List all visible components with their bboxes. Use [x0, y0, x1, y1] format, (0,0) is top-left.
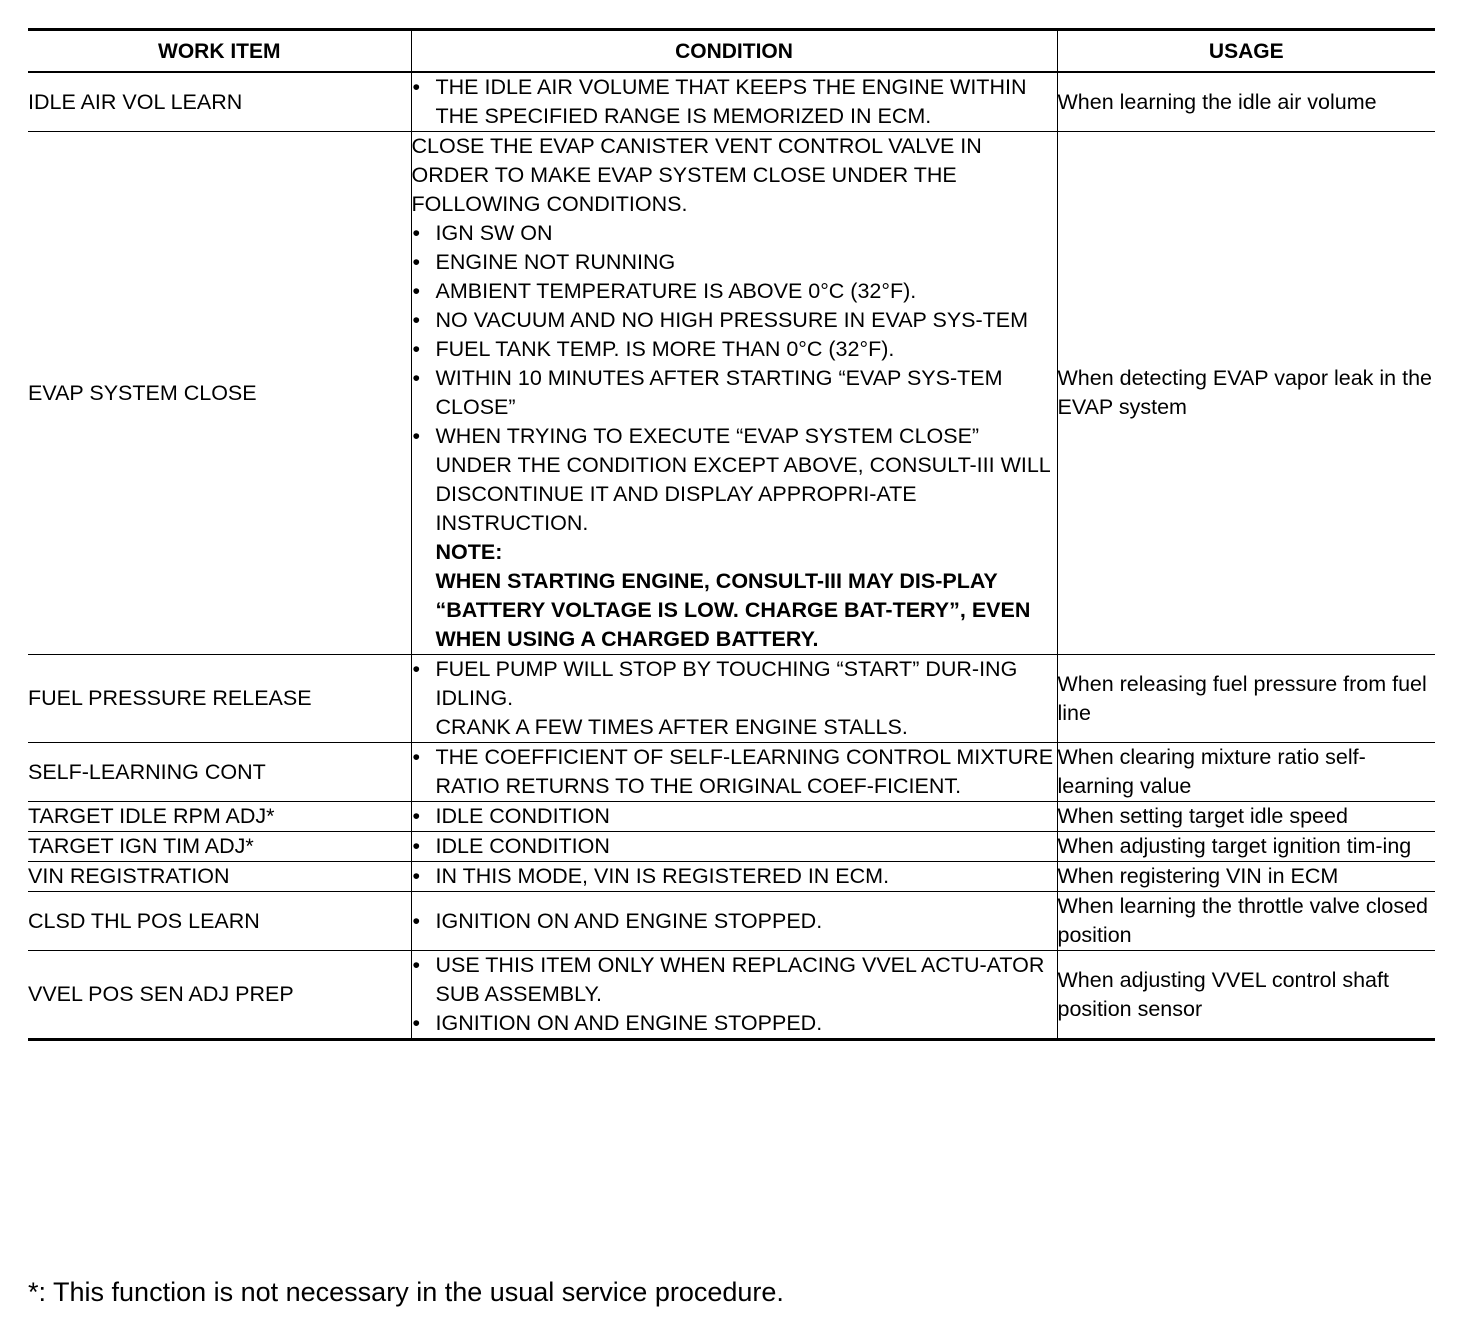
header-row: [28, 30, 1435, 73]
table-row: [28, 892, 1435, 951]
condition-list: [412, 907, 1057, 936]
condition-bullet: [412, 802, 1057, 831]
work-item-cell: SELF-LEARNING CONT: [28, 743, 411, 802]
condition-bullet: [412, 422, 1057, 654]
condition-list: [412, 951, 1057, 1038]
table-row: [28, 951, 1435, 1040]
condition-text: IDLE CONDITION: [435, 804, 610, 828]
note-label: NOTE:: [435, 540, 503, 564]
condition-cell: [411, 132, 1057, 655]
usage-cell: When detecting EVAP vapor leak in the EVAP system: [1057, 132, 1435, 655]
table-row: [28, 655, 1435, 743]
table-row: [28, 862, 1435, 892]
condition-text: IDLE CONDITION: [435, 834, 610, 858]
work-support-table: [28, 28, 1435, 1041]
condition-bullet: [412, 862, 1057, 891]
condition-text: AMBIENT TEMPERATURE IS ABOVE 0°C (32°F).: [435, 279, 917, 303]
usage-cell: When learning the throttle valve closed position: [1057, 892, 1435, 951]
usage-cell: When releasing fuel pressure from fuel line: [1057, 655, 1435, 743]
condition-text: USE THIS ITEM ONLY WHEN REPLACING VVEL ACTU-ATOR SUB ASSEMBLY.: [435, 953, 1045, 1006]
condition-text: WHEN TRYING TO EXECUTE “EVAP SYSTEM CLOSE” UNDER THE CONDITION EXCEPT ABOVE, CONSULT-III WILL DISCONTINUE IT AND DISPLAY APPROPRI-ATE INSTRUCTION.: [435, 424, 1050, 535]
condition-cell: [411, 655, 1057, 743]
condition-text: IGN SW ON: [435, 221, 553, 245]
table-body: [28, 72, 1435, 1040]
table-header: [28, 30, 1435, 73]
usage-cell: When learning the idle air volume: [1057, 72, 1435, 132]
condition-bullet: [412, 364, 1057, 422]
condition-bullet: [412, 832, 1057, 861]
condition-text: IN THIS MODE, VIN IS REGISTERED IN ECM.: [435, 864, 890, 888]
condition-bullet: [412, 73, 1057, 131]
condition-bullet: [412, 335, 1057, 364]
work-item-cell: VIN REGISTRATION: [28, 862, 411, 892]
condition-list: [412, 832, 1057, 861]
condition-text: WITHIN 10 MINUTES AFTER STARTING “EVAP SYS-TEM CLOSE”: [435, 366, 1003, 419]
condition-bullet: [412, 907, 1057, 936]
condition-cell: [411, 802, 1057, 832]
header-usage: USAGE: [1057, 30, 1435, 73]
condition-bullet: [412, 277, 1057, 306]
condition-bullet: [412, 219, 1057, 248]
condition-list: [412, 802, 1057, 831]
work-item-cell: EVAP SYSTEM CLOSE: [28, 132, 411, 655]
condition-intro: CLOSE THE EVAP CANISTER VENT CONTROL VALVE IN ORDER TO MAKE EVAP SYSTEM CLOSE UNDER THE FOLLOWING CONDITIONS.: [411, 134, 982, 216]
work-item-cell: VVEL POS SEN ADJ PREP: [28, 951, 411, 1040]
work-item-cell: IDLE AIR VOL LEARN: [28, 72, 411, 132]
condition-bullet: [412, 951, 1057, 1009]
condition-text: FUEL TANK TEMP. IS MORE THAN 0°C (32°F).: [435, 337, 895, 361]
condition-list: [412, 219, 1057, 654]
condition-bullet: [412, 1009, 1057, 1038]
usage-cell: When clearing mixture ratio self-learning value: [1057, 743, 1435, 802]
condition-text: ENGINE NOT RUNNING: [435, 250, 676, 274]
condition-cell: [411, 892, 1057, 951]
work-item-cell: TARGET IGN TIM ADJ*: [28, 832, 411, 862]
condition-text: THE COEFFICIENT OF SELF-LEARNING CONTROL MIXTURE RATIO RETURNS TO THE ORIGINAL COEF-FICIENT.: [435, 745, 1054, 798]
condition-list: [412, 743, 1057, 801]
condition-bullet: [412, 743, 1057, 801]
header-condition: CONDITION: [411, 30, 1057, 73]
work-item-cell: FUEL PRESSURE RELEASE: [28, 655, 411, 743]
footnote: *: This function is not necessary in the usual service procedure.: [28, 1277, 784, 1307]
condition-list: [412, 73, 1057, 131]
condition-text: IGNITION ON AND ENGINE STOPPED.: [435, 1011, 823, 1035]
condition-text: IGNITION ON AND ENGINE STOPPED.: [435, 908, 823, 933]
note-text: WHEN STARTING ENGINE, CONSULT-III MAY DIS-PLAY “BATTERY VOLTAGE IS LOW. CHARGE BAT-TERY”, EVEN WHEN USING A CHARGED BATTERY.: [435, 569, 1031, 651]
condition-cell: [411, 832, 1057, 862]
usage-cell: When registering VIN in ECM: [1057, 862, 1435, 892]
condition-cell: [411, 72, 1057, 132]
condition-list: [412, 655, 1057, 742]
table-row: [28, 832, 1435, 862]
condition-subtext: CRANK A FEW TIMES AFTER ENGINE STALLS.: [435, 715, 908, 739]
condition-cell: [411, 743, 1057, 802]
header-work-item: WORK ITEM: [28, 30, 411, 73]
usage-cell: When adjusting target ignition tim-ing: [1057, 832, 1435, 862]
usage-cell: When adjusting VVEL control shaft position sensor: [1057, 951, 1435, 1040]
condition-bullet: [412, 248, 1057, 277]
condition-bullet: [412, 655, 1057, 742]
condition-cell: [411, 951, 1057, 1040]
work-item-cell: TARGET IDLE RPM ADJ*: [28, 802, 411, 832]
table-row: [28, 743, 1435, 802]
usage-cell: When setting target idle speed: [1057, 802, 1435, 832]
table-row: [28, 72, 1435, 132]
condition-text: FUEL PUMP WILL STOP BY TOUCHING “START” DUR-ING IDLING.: [435, 657, 1018, 710]
condition-text: THE IDLE AIR VOLUME THAT KEEPS THE ENGINE WITHIN THE SPECIFIED RANGE IS MEMORIZED IN ECM.: [435, 75, 1027, 128]
condition-cell: [411, 862, 1057, 892]
work-item-cell: CLSD THL POS LEARN: [28, 892, 411, 951]
table-row: [28, 802, 1435, 832]
condition-list: [412, 862, 1057, 891]
condition-bullet: [412, 306, 1057, 335]
condition-text: NO VACUUM AND NO HIGH PRESSURE IN EVAP SYS-TEM: [435, 308, 1029, 332]
table-row: [28, 132, 1435, 655]
